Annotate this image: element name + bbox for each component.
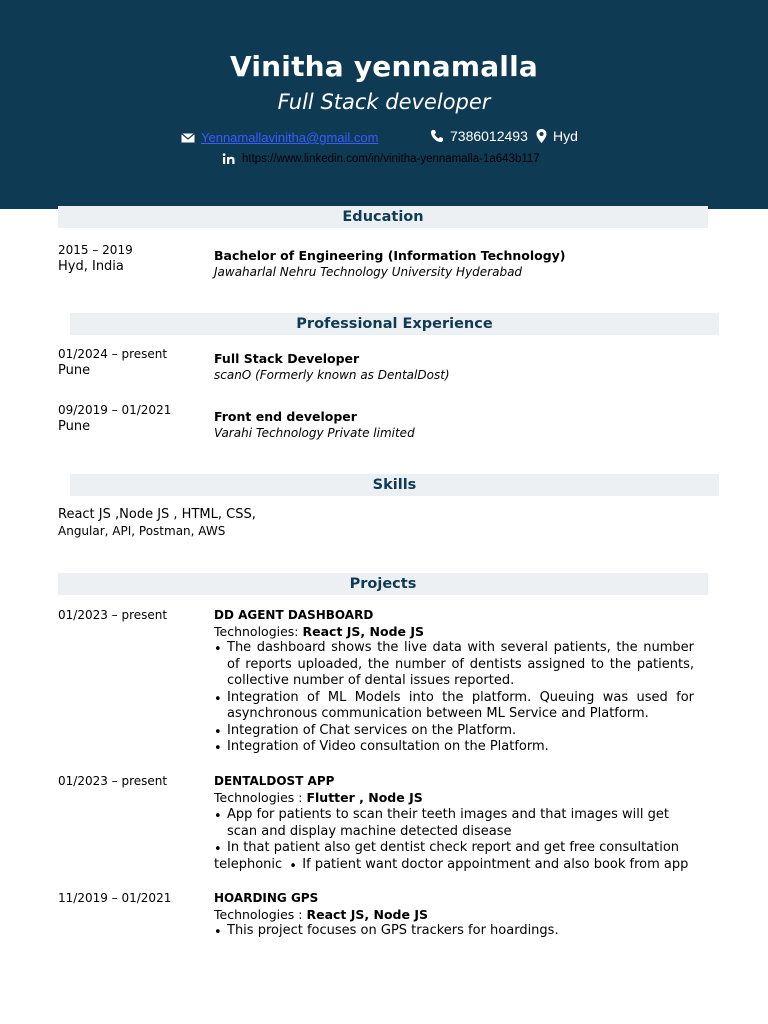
linkedin-item bbox=[222, 152, 540, 166]
tech-label: Technologies : bbox=[214, 907, 303, 922]
tech-value: React JS, Node JS bbox=[302, 624, 425, 639]
bullet-item-text: If patient want doctor appointment and also book from app bbox=[302, 856, 689, 872]
location-text: Hyd bbox=[553, 128, 578, 144]
email-item bbox=[181, 130, 378, 145]
bullet-item: • The dashboard shows the live data with several patients, the number of reports uploaded, the number of dentists assigned to the patients, collective number of dental issues reported. bbox=[214, 640, 694, 690]
envelope-icon bbox=[181, 133, 195, 143]
project-bullets bbox=[214, 640, 694, 756]
tech-value: React JS, Node JS bbox=[306, 907, 428, 922]
skills-line-1: React JS ,Node JS , HTML, CSS, bbox=[58, 507, 256, 522]
bullet-item bbox=[286, 857, 688, 872]
skills-line-2: Angular, API, Postman, AWS bbox=[58, 524, 226, 538]
bullet-continuation-row bbox=[214, 856, 689, 874]
project-technologies bbox=[214, 624, 424, 639]
location-pin-icon bbox=[536, 129, 547, 143]
project-name: DENTALDOST APP bbox=[214, 774, 335, 788]
project-technologies bbox=[214, 907, 428, 922]
bullet-item: • Integration of Video consultation on the Platform. bbox=[214, 739, 694, 756]
bullet-item: • In that patient also get dentist check report and get free consultation bbox=[214, 840, 684, 857]
contact-row bbox=[0, 128, 768, 146]
project-date: 01/2023 – present bbox=[58, 774, 168, 788]
experience-date: 09/2019 – 01/2021 bbox=[58, 403, 172, 417]
experience-role: Full Stack Developer bbox=[214, 351, 360, 366]
bullet-continuation-text: telephonic bbox=[214, 856, 283, 872]
section-heading-experience: Professional Experience bbox=[70, 313, 719, 335]
candidate-title: Full Stack developer bbox=[277, 90, 491, 114]
project-technologies bbox=[214, 790, 423, 805]
education-institution: Jawaharlal Nehru Technology University Hyderabad bbox=[214, 265, 523, 279]
project-bullets bbox=[214, 923, 694, 940]
project-bullets bbox=[214, 807, 689, 874]
phone-item bbox=[430, 128, 528, 144]
education-degree: Bachelor of Engineering (Information Technology) bbox=[214, 248, 566, 263]
section-heading-projects: Projects bbox=[58, 573, 708, 595]
project-date: 11/2019 – 01/2021 bbox=[58, 891, 172, 905]
candidate-name: Vinitha yennamalla bbox=[229, 50, 539, 83]
linkedin-icon bbox=[222, 152, 236, 166]
tech-label: Technologies : bbox=[214, 790, 303, 805]
tech-label: Technologies: bbox=[214, 624, 299, 639]
bullet-item: • This project focuses on GPS trackers for hoardings. bbox=[214, 923, 694, 940]
phone-icon bbox=[430, 129, 444, 143]
section-heading-education: Education bbox=[58, 206, 708, 228]
experience-company: Varahi Technology Private limited bbox=[214, 426, 415, 440]
project-name: HOARDING GPS bbox=[214, 891, 319, 905]
education-location: Hyd, India bbox=[58, 259, 124, 274]
bullet-item: • App for patients to scan their teeth images and that images will get scan and display machine detected disease bbox=[214, 807, 684, 840]
experience-location: Pune bbox=[58, 363, 91, 378]
experience-date: 01/2024 – present bbox=[58, 347, 168, 361]
linkedin-row bbox=[0, 152, 768, 170]
education-date: 2015 – 2019 bbox=[58, 243, 133, 257]
experience-role: Front end developer bbox=[214, 409, 357, 424]
email-link[interactable]: Yennamallavinitha@gmail.com bbox=[201, 130, 379, 145]
location-item bbox=[536, 128, 578, 144]
project-date: 01/2023 – present bbox=[58, 608, 168, 622]
experience-company: scanO (Formerly known as DentalDost) bbox=[214, 368, 450, 382]
bullet-item: • Integration of ML Models into the platform. Queuing was used for asynchronous communication between ML Service and Platform. bbox=[214, 690, 694, 723]
project-name: DD AGENT DASHBOARD bbox=[214, 608, 374, 622]
resume-header bbox=[0, 0, 768, 209]
bullet-item: • Integration of Chat services on the Platform. bbox=[214, 723, 694, 740]
tech-value: Flutter , Node JS bbox=[306, 790, 423, 805]
linkedin-url[interactable]: https://www.linkedin.com/in/vinitha-yennamalla-1a643b117 bbox=[242, 153, 540, 165]
bullet-dot: • bbox=[289, 858, 297, 874]
experience-location: Pune bbox=[58, 419, 91, 434]
section-heading-skills: Skills bbox=[70, 474, 719, 496]
phone-number: 7386012493 bbox=[450, 128, 528, 144]
